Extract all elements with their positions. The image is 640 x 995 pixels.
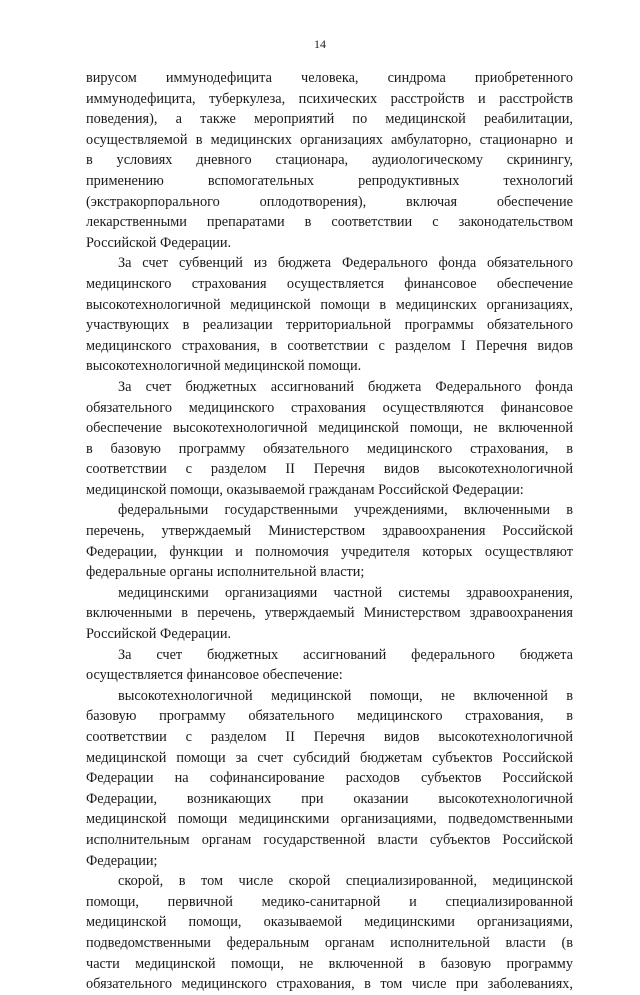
text-line: помощи, первичной медико-санитарной и специализированной (86, 893, 573, 910)
text-line: перечень, утверждаемый Министерством здравоохранения Российской (86, 523, 573, 540)
text-line: федеральные органы исполнительной власти; (86, 564, 365, 581)
text-line: лекарственными препаратами в соответствии с законодательством (86, 214, 573, 231)
text-line: Федерации; (86, 852, 158, 869)
text-line: применению вспомогательных репродуктивных технологий (86, 172, 573, 189)
text-line: высокотехнологичной медицинской помощи, не включенной в (118, 687, 573, 704)
text-line: в условиях дневного стационара, аудиологическому скринингу, (86, 152, 573, 169)
text-line: высокотехнологичной медицинской помощи в медицинских организациях, (86, 296, 573, 313)
text-line: базовую программу обязательного медицинского страхования, в (86, 708, 573, 725)
text-line: осуществляется финансовое обеспечение: (86, 667, 343, 684)
text-line: вирусом иммунодефицита человека, синдрома приобретенного (86, 70, 573, 86)
text-line: Федерации на софинансирование расходов субъектов Российской (86, 770, 573, 787)
text-line: медицинской помощи, оказываемой медицинскими организациями, (86, 914, 573, 931)
text-line: За счет бюджетных ассигнований бюджета Федерального фонда (118, 378, 573, 395)
text-line: Российской Федерации. (86, 626, 232, 643)
text-line: обязательного медицинского страхования осуществляются финансовое (86, 399, 573, 416)
text-line: исполнительным органам государственной власти субъектов Российской (86, 831, 573, 848)
text-line: обеспечение высокотехнологичной медицинской помощи, не включенной (86, 420, 573, 437)
text-line: части медицинской помощи, не включенной в базовую программу (86, 955, 573, 972)
text-line: медицинскими организациями частной системы здравоохранения, (118, 584, 573, 601)
text-line: соответствии с разделом II Перечня видов высокотехнологичной (86, 461, 573, 478)
text-line: медицинской помощи, оказываемой гражданам Российской Федерации: (86, 481, 524, 498)
text-line: в базовую программу обязательного медицинского страхования, в (86, 440, 573, 457)
text-line: скорой, в том числе скорой специализированной, медицинской (118, 873, 573, 890)
text-line: За счет субвенций из бюджета Федерального фонда обязательного (118, 255, 573, 272)
text-line: Российской Федерации. (86, 234, 232, 251)
text-line: За счет бюджетных ассигнований федерального бюджета (118, 646, 573, 663)
text-line: подведомственными федеральным органам исполнительной власти (в (86, 934, 573, 951)
text-line: медицинской помощи за счет субсидий бюджетам субъектов Российской (86, 749, 573, 766)
text-line: соответствии с разделом II Перечня видов высокотехнологичной (86, 729, 573, 745)
text-line: включенными в перечень, утверждаемый Министерством здравоохранения (86, 605, 573, 622)
text-line: обязательного медицинского страхования, в том числе при заболеваниях, (86, 976, 573, 993)
text-line: медицинского страхования, в соответствии с разделом I Перечня видов (86, 337, 573, 354)
text-line: высокотехнологичной медицинской помощи. (86, 358, 362, 375)
page-number: 14 (314, 37, 326, 51)
text-line: поведения), а также мероприятий по медицинской реабилитации, (86, 111, 573, 128)
text-line: Федерации, функции и полномочия учредителя которых осуществляют (86, 543, 573, 560)
text-line: участвующих в реализации территориальной программы обязательного (86, 317, 573, 334)
text-line: медицинской помощи медицинскими организациями, подведомственными (86, 811, 573, 828)
text-line: осуществляемой в медицинских организациях амбулаторно, стационарно и (86, 131, 573, 148)
text-line: (экстракорпорального оплодотворения), включая обеспечение (86, 193, 573, 210)
text-line: федеральными государственными учреждениями, включенными в (118, 502, 573, 519)
text-line: иммунодефицита, туберкулеза, психических расстройств и расстройств (86, 90, 573, 107)
document-body (86, 68, 573, 995)
text-line: Федерации, возникающих при оказании высокотехнологичной (86, 790, 573, 807)
text-line: медицинского страхования осуществляется финансовое обеспечение (86, 275, 573, 292)
